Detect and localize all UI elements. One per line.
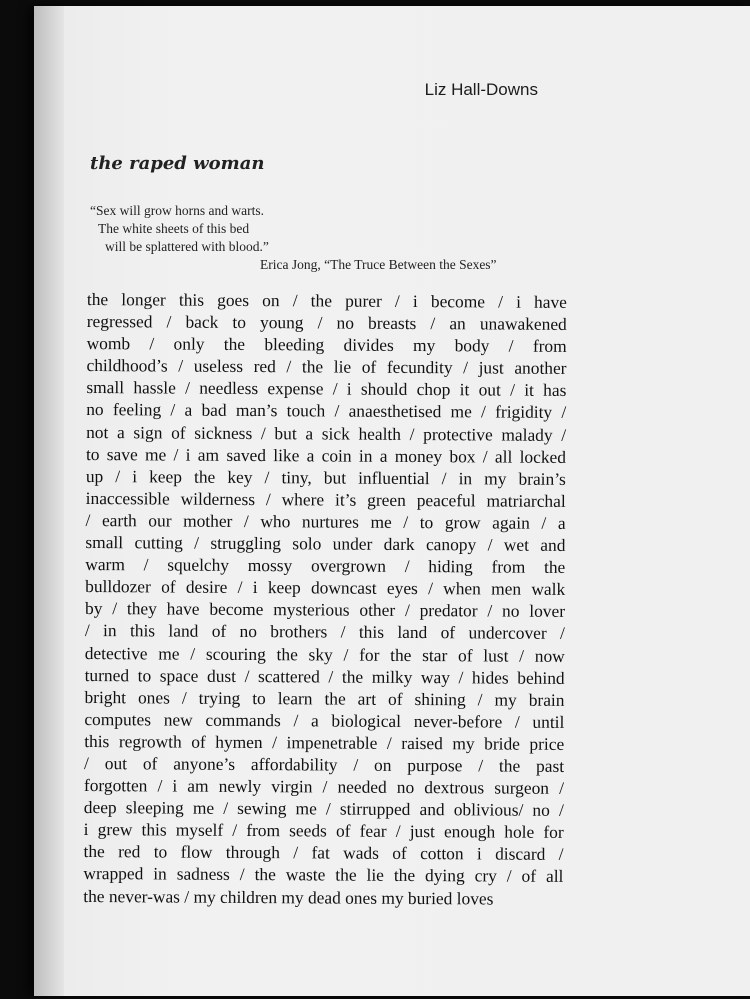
epigraph: [90, 202, 590, 274]
poem-title: the raped woman: [90, 153, 265, 174]
poem-line: no feeling / a bad man’s touch / anaesthetised me / frigidity /: [86, 399, 567, 423]
poem-body: [83, 288, 567, 910]
poem-line: the red to flow through / fat wads of cotton i discard /: [83, 841, 564, 865]
poem-line: bright ones / trying to learn the art of shining / my brain: [84, 686, 565, 710]
page-spine-shadow: [34, 6, 64, 996]
poem-line: warm / squelchy mossy overgrown / hiding from the: [85, 554, 566, 578]
poem-line: small hassle / needless expense / i should chop it out / it has: [86, 377, 567, 401]
poem-line: deep sleeping me / sewing me / stirrupped and oblivious/ no /: [83, 797, 564, 821]
book-page: [34, 6, 750, 996]
epigraph-line: “Sex will grow horns and warts.: [90, 203, 264, 218]
poem-line: detective me / scouring the sky / for the star of lust / now: [84, 642, 565, 666]
poem-line: / in this land of no brothers / this land of undercover /: [84, 620, 565, 644]
poem-line: forgotten / i am newly virgin / needed no dextrous surgeon /: [83, 775, 565, 798]
poem-line: to save me / i am saved like a coin in a money box / all locked: [85, 443, 567, 467]
poem-line: i grew this myself / from seeds of fear / just enough hole for: [83, 819, 564, 843]
poem-line: by / they have become mysterious other / predator / no lover: [84, 598, 566, 622]
poem-line: this regrowth of hymen / impenetrable / raised my bride price: [84, 730, 565, 754]
poem-line: the longer this goes on / the purer / i become / i have: [86, 288, 567, 312]
poem-line: / out of anyone’s affordability / on purpose / the past: [84, 752, 565, 776]
poem-line: the never-was / my children my dead ones my buried loves: [83, 885, 494, 909]
poem-line: computes new commands / a biological never-before / until: [84, 708, 565, 732]
epigraph-line: will be splattered with blood.”: [105, 239, 269, 254]
poem-line: turned to space dust / scattered / the milky way / hides behind: [84, 664, 565, 688]
poem-line: bulldozer of desire / i keep downcast eyes / when men walk: [85, 576, 566, 600]
poem-line: wrapped in sadness / the waste the lie the dying cry / of all: [83, 863, 564, 887]
poem-line: / earth our mother / who nurtures me / to grow again / a: [85, 509, 566, 533]
poem-line: inaccessible wilderness / where it’s green peaceful matriarchal: [85, 487, 566, 511]
running-header-author: Liz Hall-Downs: [424, 80, 538, 99]
poem-line: not a sign of sickness / but a sick health / protective malady /: [86, 421, 567, 445]
poem-line: regressed / back to young / no breasts / an unawakened: [86, 311, 567, 335]
poem-line: small cutting / struggling solo under dark canopy / wet and: [85, 532, 566, 555]
poem-line: up / i keep the key / tiny, but influential / in my brain’s: [85, 465, 566, 489]
epigraph-line: The white sheets of this bed: [98, 221, 250, 236]
epigraph-attribution: Erica Jong, “The Truce Between the Sexes”: [260, 257, 497, 272]
poem-line: womb / only the bleeding divides my body / from: [86, 333, 567, 357]
poem-line: childhood’s / useless red / the lie of fecundity / just another: [86, 355, 567, 379]
